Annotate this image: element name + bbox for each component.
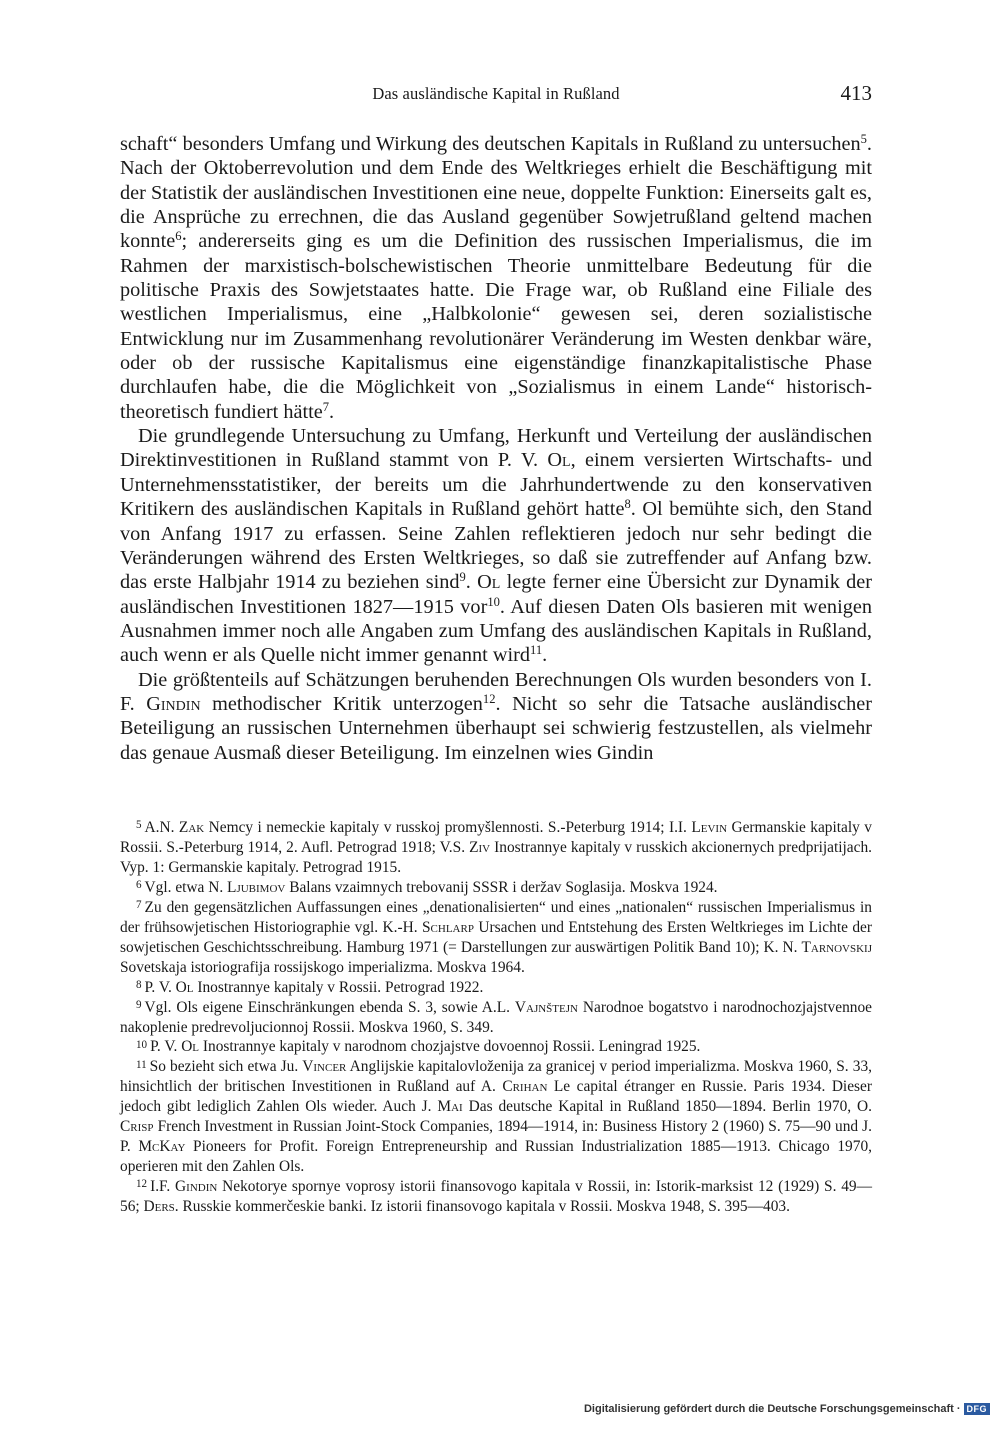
text-run: So bezieht sich etwa Ju. bbox=[149, 1058, 303, 1076]
footnote bbox=[120, 818, 872, 878]
author-name: Gindin bbox=[146, 692, 201, 715]
footnote-reference: 11 bbox=[530, 643, 543, 658]
author-name: Crihan bbox=[502, 1078, 548, 1096]
text-run: Pioneers for Profit. Foreign Entrepreneurship and Russian Industrialization 1885—1913. Chicago 1970, operieren mit den Zahlen Ols. bbox=[120, 1138, 872, 1176]
footnote bbox=[120, 1177, 872, 1217]
dfg-logo-icon: DFG bbox=[964, 1403, 991, 1415]
text-run: . bbox=[329, 400, 335, 423]
text-run: Nemcy i nemeckie kapitaly v russkoj promyšlennosti. S.-Peterburg 1914; I.I. bbox=[204, 819, 692, 836]
text-run: ; andererseits ging es um die Definition des russischen Imperialismus, die im Rahmen der marxistisch-bolschewistischen Theorie unmittelbare Bedeutung für die politische Praxis des Sowjetstaates hatte. Die Frage war, ob Rußland eine Filiale des westlichen Imperialismus, eine „Halbkolonie“ gewesen sei, deren sozialistische Entwicklung nur im Zusammenhang revolutionärer Veränderung im Westen denkbar wäre, oder ob der russische Kapitalismus eine eigenständige finanzkapitalistische Phase durchlaufen habe, die die Möglichkeit von „Sozialismus in einem Lande“ historisch-theoretisch fundiert hätte bbox=[120, 230, 872, 423]
digitization-footer bbox=[584, 1403, 990, 1415]
author-name: McKay bbox=[138, 1138, 186, 1156]
author-name: Schlarp bbox=[422, 918, 474, 936]
text-run: Vgl. etwa N. bbox=[144, 878, 228, 896]
author-name: Crisp bbox=[120, 1118, 154, 1136]
footnote-number: 9 bbox=[136, 998, 142, 1011]
text-run: . bbox=[465, 571, 478, 594]
text-run: Vgl. Ols eigene Einschränkungen ebenda S. 3, sowie A.L. bbox=[144, 998, 515, 1016]
text-run: Inostrannye kapitaly v russkich akcionernych predprijatijach. Vyp. 1: Germanskie kapitaly. Petrograd 1915. bbox=[120, 838, 872, 876]
text-run: . bbox=[542, 644, 548, 667]
footnote bbox=[120, 1037, 872, 1057]
author-name: Mai bbox=[437, 1098, 463, 1116]
footnotes bbox=[120, 818, 872, 1217]
text-run: A.N. bbox=[144, 819, 179, 836]
footnote-reference: 6 bbox=[175, 229, 182, 244]
text-run: Anglijskie kapitalovloženija za granicej v period imperializma. Moskva 1960, S. 33, hinsichtlich der britischen Investitionen in Rußland auf A. bbox=[120, 1058, 872, 1096]
author-name: Ol bbox=[477, 571, 501, 594]
text-run: P. V. bbox=[150, 1038, 182, 1056]
footnote bbox=[120, 1057, 872, 1177]
footnote-number: 12 bbox=[136, 1178, 148, 1191]
author-name: Ol bbox=[547, 449, 571, 472]
text-run: . Nicht so sehr die Tatsache ausländischer Beteiligung an russischen Unternehmen überhaupt sei schwierig festzustellen, als vielmehr das genaue Ausmaß dieser Beteiligung. Im einzelnen wies Gindin bbox=[120, 692, 872, 764]
footnote-reference: 8 bbox=[624, 497, 631, 512]
footnote bbox=[120, 998, 872, 1038]
text-run: . Auf diesen Daten Ols basieren mit wenigen Ausnahmen immer noch alle Angaben zum Umfang des ausländischen Kapitals in Rußland, auch wenn er als Quelle nicht immer genannt wird bbox=[120, 595, 872, 667]
author-name: Zak bbox=[178, 819, 205, 836]
page-number: 413 bbox=[840, 81, 872, 105]
text-run: Inostrannye kapitaly v narodnom chozjajstve dovoennoj Rossii. Leningrad 1925. bbox=[199, 1038, 701, 1056]
footnote-number: 10 bbox=[136, 1038, 148, 1051]
author-name: Levin bbox=[691, 819, 728, 836]
text-run: . Ol bemühte sich, den Stand von Anfang 1917 zu erfassen. Seine Zahlen reflektieren jedoch nur sehr bedingt die Veränderungen während des Ersten Weltkrieges, so daß sie zutreffender auf Anfang bzw. das erste Halbjahr 1914 zu beziehen sind bbox=[120, 498, 873, 594]
text-run: , einem versierten Wirtschafts- und Unternehmensstatistiker, der bereits um die Jahrhundertwende zu den konservativen Kritikern des ausländischen Kapitals in Rußland gehört hatte bbox=[120, 449, 873, 521]
author-name: Ders. bbox=[143, 1198, 179, 1216]
footnote-number: 6 bbox=[136, 878, 142, 891]
body-paragraph bbox=[120, 424, 872, 667]
body-paragraph bbox=[120, 668, 872, 765]
author-name: Ziv bbox=[469, 838, 491, 856]
footnote-number: 8 bbox=[136, 978, 142, 991]
text-run: Die größtenteils auf Schätzungen beruhenden Berechnungen Ols wurden besonders von I. F. bbox=[120, 668, 872, 715]
footnote bbox=[120, 978, 872, 998]
text-run: Balans vzaimnych trebovanij SSSR i deržav Soglasija. Moskva 1924. bbox=[285, 878, 718, 896]
text-run: Le capital étranger en Russie. Paris 1934. Dieser jedoch gibt lediglich Zahlen Ols wieder. Auch J. bbox=[120, 1078, 872, 1116]
text-run: Russkie kommerčeskie banki. Iz istorii finansovogo kapitala v Rossii. Moskva 1948, S. 395—403. bbox=[178, 1198, 790, 1216]
body-text bbox=[120, 132, 872, 765]
text-run: schaft“ besonders Umfang und Wirkung des deutschen Kapitals in Rußland zu untersuchen bbox=[120, 133, 861, 155]
footnote-reference: 10 bbox=[487, 594, 500, 609]
text-run: P. V. bbox=[144, 978, 176, 996]
body-paragraph bbox=[120, 132, 872, 424]
text-run: I.F. bbox=[150, 1178, 176, 1196]
running-header bbox=[120, 81, 872, 110]
text-run: Sovetskaja istoriografija rossijskogo imperializma. Moskva 1964. bbox=[120, 958, 525, 976]
footnote-reference: 5 bbox=[860, 132, 867, 147]
author-name: Ol bbox=[175, 978, 194, 996]
author-name: Gindin bbox=[175, 1178, 218, 1196]
footnote bbox=[120, 898, 872, 978]
footnote-reference: 12 bbox=[482, 691, 496, 706]
footnote-number: 5 bbox=[136, 819, 142, 832]
footnote bbox=[120, 878, 872, 898]
text-run: Germanskie kapitaly v Rossii. S.-Peterburg 1914, 2. Aufl. Petrograd 1918; V.S. bbox=[120, 819, 872, 856]
text-run: . Nach der Oktoberrevolution und dem Ende des Weltkrieges erhielt die Beschäftigung mit der Statistik der ausländischen Investitionen eine neue, doppelte Funktion: Einerseits galt es, die Ansprüche zu errechnen, die das Ausland gegenüber Sowjetrußland geltend machen konnte bbox=[120, 133, 872, 253]
text-run: legte ferner eine Übersicht zur Dynamik der ausländischen Investitionen 1827—1915 vor bbox=[120, 571, 872, 618]
text-run: Das deutsche Kapital in Rußland 1850—1894. Berlin 1970, O. bbox=[462, 1098, 872, 1116]
footnote-number: 11 bbox=[136, 1058, 147, 1071]
text-run: Zu den gegensätzlichen Auffassungen eines „denationalisierten“ und eines „nationalen“ russischen Imperialismus in der frühsowjetischen Historiographie vgl. K.-H. bbox=[120, 898, 872, 936]
footnote-number: 7 bbox=[136, 898, 142, 911]
author-name: Tarnovskij bbox=[801, 938, 872, 956]
footnote-reference: 7 bbox=[322, 399, 330, 414]
running-title: Das ausländische Kapital in Rußland bbox=[372, 84, 620, 103]
text-run: Die grundlegende Untersuchung zu Umfang, Herkunft und Verteilung der ausländischen Direktinvestitionen in Rußland stammt von P. V. bbox=[120, 425, 872, 472]
digitization-note: Digitalisierung gefördert durch die Deutsche Forschungsgemeinschaft · bbox=[583, 1403, 961, 1415]
author-name: Vajnštejn bbox=[514, 998, 578, 1016]
text-run: Narodnoe bogatstvo i narodnochozjajstvennoe nakoplenie predrevoljucionnoj Rossii. Moskva 1960, S. 349. bbox=[120, 998, 873, 1036]
author-name: Vincer bbox=[302, 1058, 347, 1076]
text-run: methodischer Kritik unterzogen bbox=[200, 692, 483, 715]
author-name: Ol bbox=[181, 1038, 200, 1056]
author-name: Ljubimov bbox=[227, 878, 286, 896]
text-run: Ursachen und Entstehung des Ersten Weltkrieges im Lichte der sowjetischen Geschichtsschreibung. Hamburg 1971 (= Darstellungen zur auswärtigen Politik Band 10); K. N. bbox=[120, 918, 872, 956]
text-run: Inostrannye kapitaly v Rossii. Petrograd 1922. bbox=[193, 978, 484, 996]
text-run: Nekotorye spornye voprosy istorii finansovogo kapitala v Rossii, in: Istorik-marksist 12 (1929) S. 49—56; bbox=[120, 1178, 873, 1216]
footnote-reference: 9 bbox=[459, 570, 466, 585]
text-run: French Investment in Russian Joint-Stock Companies, 1894—1914, in: Business History 2 (1960) S. 75—90 und J. P. bbox=[120, 1118, 872, 1156]
